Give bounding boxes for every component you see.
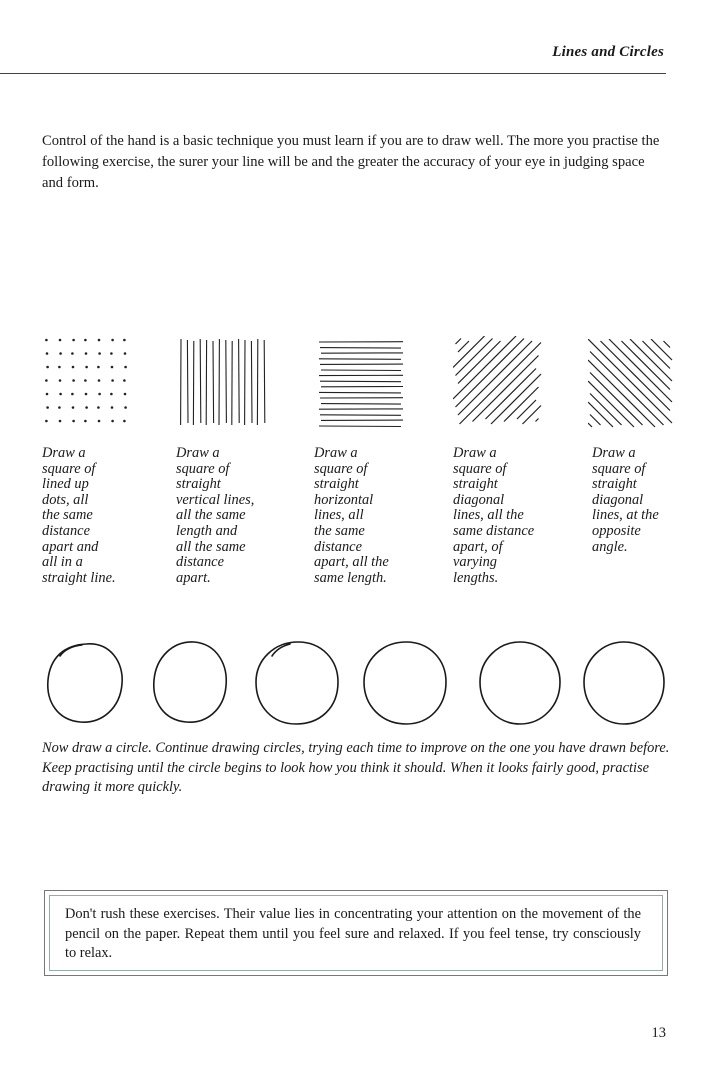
circle-sketch-3 [256,642,338,724]
circle-sketch-2 [154,642,226,722]
dot [45,379,48,382]
opposite-diagonal-line [588,339,672,423]
dot [59,352,62,355]
vertical-line [187,340,188,423]
dot [98,393,101,396]
opposite-diagonal-line [588,402,613,427]
tip-text: Don't rush these exercises. Their value lies in concentrating your attention on the movement of the pencil on the paper. Repeat them until you feel sure and relaxed. If you feel tense, try consciously to relax. [65,906,641,961]
dot [85,406,88,409]
vertical-line [213,341,214,423]
circle-sketches [42,632,672,736]
dot [58,406,61,409]
circle-sketch-4 [364,642,446,724]
opposite-diagonal-line [588,423,592,427]
vertical-line [251,341,252,423]
horizontal-line [319,426,401,427]
vertical-line [239,339,240,423]
opposite-diagonal-lines-caption: Draw a square of straight diagonal lines, at the opposite angle. [592,445,659,555]
dot [84,339,87,342]
vertical-line [264,340,265,423]
dot-grid-illustration [42,334,136,430]
opposite-diagonal-line [588,360,655,427]
dot [59,379,62,382]
circle-instructions: Now draw a circle. Continue drawing circles, trying each time to improve on the one you have drawn before. Keep practising until the circle begins to look how you think it should. When it looks fairly good, practise drawing it more quickly. [42,740,670,795]
horizontal-lines-illustration [317,339,407,431]
dot [98,379,101,382]
dot [98,339,101,342]
diagonal-line [458,341,501,384]
diagonal-line [523,406,542,425]
horizontal-line [320,415,401,416]
vertical-lines-caption: Draw a square of straight vertical lines, all the same length and all the same distance apart. [176,445,255,586]
dot [45,339,48,342]
circle-sketch-5 [480,642,560,724]
dot [46,393,49,396]
dot-grid-caption: Draw a square of lined up dots, all the same distance apart and all in a straight line. [42,445,116,586]
dot [85,352,88,355]
vertical-line [226,340,227,423]
dot [71,352,74,355]
dot [124,393,127,396]
diagonal-line [456,339,493,376]
dot [98,420,101,423]
opposite-diagonal-line [601,341,671,411]
dot [111,406,114,409]
opposite-diagonal-line [590,352,664,426]
opposite-diagonal-line [590,373,643,426]
opposite-diagonal-line [630,339,672,381]
vertical-line [200,339,201,423]
dot [84,420,87,423]
diagonal-lines-caption: Draw a square of straight diagonal lines, all the same distance apart, of varying lengths. [453,445,535,586]
dot [110,352,113,355]
dot [72,366,75,369]
dot [59,420,62,423]
dot [45,420,48,423]
horizontal-line [319,392,401,393]
page-number: 13 [651,1025,666,1041]
diagonal-line [456,339,462,345]
dot [72,406,75,409]
horizontal-line [320,381,401,382]
vertical-lines-illustration [178,337,270,429]
header-rule [0,73,666,74]
dot [111,379,114,382]
dot [97,366,100,369]
horizontal-line [321,370,401,371]
diagonal-line [536,419,539,422]
diagonal-line [473,356,539,422]
dot [46,366,49,369]
diagonal-line [456,339,525,408]
dot [98,352,101,355]
dot [72,339,75,342]
dot [84,379,87,382]
dot [123,420,126,423]
diagonal-line [458,341,469,352]
dot [59,393,62,396]
dot [124,352,127,355]
tip-box [44,890,668,976]
dot [59,339,62,342]
dot [58,366,61,369]
dot [123,379,126,382]
diagonal-line [491,374,541,424]
dot [72,420,75,423]
horizontal-line [319,359,401,360]
opposite-diagonal-line [643,341,671,369]
dot [46,406,49,409]
dot [97,406,100,409]
opposite-diagonal-line [590,415,601,426]
dot [124,366,127,369]
opposite-diagonal-line [609,339,672,402]
diagonal-line [486,369,537,420]
dot [71,393,74,396]
diagonal-line [504,387,539,422]
dot [111,339,114,342]
horizontal-line [320,348,401,349]
dot [111,366,114,369]
dot [110,393,113,396]
horizontal-line [321,404,401,405]
dot [85,393,88,396]
opposite-diagonal-line [664,341,671,348]
dot [123,339,126,342]
dot [124,406,127,409]
diagonal-lines-illustration [453,336,543,428]
diagonal-line [453,336,516,399]
opposite-diagonal-lines-illustration [588,339,674,429]
dot [46,352,49,355]
dot [111,420,114,423]
circle-sketch-6 [584,642,664,724]
intro-paragraph: Control of the hand is a basic technique you must learn if you are to draw well. The more you practise the following exercise, the surer your line will be and the greater the accuracy of your eye in judging space and form. [42,133,660,191]
dot [85,366,88,369]
diagonal-line [460,343,542,425]
opposite-diagonal-line [651,339,672,360]
opposite-diagonal-line [622,341,671,390]
horizontal-lines-caption: Draw a square of straight horizontal lines, all the same distance apart, all the same length. [314,445,389,586]
diagonal-line [517,400,536,419]
dot [72,379,75,382]
circle-sketch-1 [48,644,122,722]
page-header-title: Lines and Circles [552,44,664,60]
